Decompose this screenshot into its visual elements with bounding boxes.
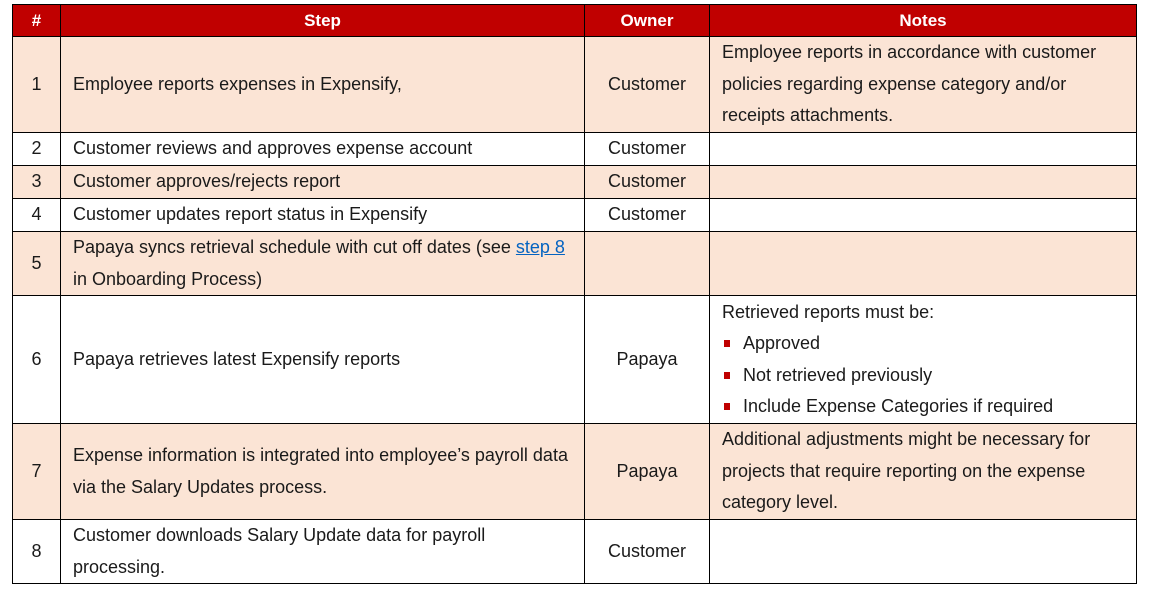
table-row (13, 424, 1137, 520)
step-description (61, 232, 585, 296)
step-number: 7 (13, 424, 61, 520)
step-number: 4 (13, 199, 61, 232)
step-number: 6 (13, 296, 61, 424)
step-owner: Customer (585, 166, 710, 199)
step-notes (710, 296, 1137, 424)
step-notes (710, 232, 1137, 296)
notes-bullet-list (722, 328, 1124, 423)
step-description: Customer downloads Salary Update data for payroll processing. (61, 520, 585, 584)
column-header-step: Step (61, 5, 585, 37)
column-header-num: # (13, 5, 61, 37)
table-header-row (13, 5, 1137, 37)
list-item: Include Expense Categories if required (722, 391, 1124, 423)
list-item: Approved (722, 328, 1124, 360)
step-notes (710, 520, 1137, 584)
step-owner: Customer (585, 520, 710, 584)
table-row (13, 133, 1137, 166)
step-owner: Papaya (585, 424, 710, 520)
step-8-link[interactable]: step 8 (515, 237, 565, 257)
list-item: Not retrieved previously (722, 360, 1124, 392)
step-number: 5 (13, 232, 61, 296)
step-description: Customer updates report status in Expensify (61, 199, 585, 232)
step-description: Customer reviews and approves expense account (61, 133, 585, 166)
table-row (13, 232, 1137, 296)
table-row (13, 37, 1137, 133)
step-notes (710, 199, 1137, 232)
step-owner: Papaya (585, 296, 710, 424)
step-owner: Customer (585, 133, 710, 166)
table-row (13, 166, 1137, 199)
column-header-owner: Owner (585, 5, 710, 37)
square-bullet-icon (724, 340, 730, 347)
step-owner: Customer (585, 37, 710, 133)
step-notes (710, 133, 1137, 166)
step-number: 2 (13, 133, 61, 166)
square-bullet-icon (724, 403, 730, 410)
step-description: Customer approves/rejects report (61, 166, 585, 199)
table-row (13, 520, 1137, 584)
square-bullet-icon (724, 372, 730, 379)
step-owner (585, 232, 710, 296)
step-number: 3 (13, 166, 61, 199)
step-text-prefix: Papaya syncs retrieval schedule with cut off dates (see (73, 237, 516, 257)
step-notes: Employee reports in accordance with customer policies regarding expense category and/or receipts attachments. (710, 37, 1137, 133)
step-notes (710, 166, 1137, 199)
step-notes: Additional adjustments might be necessary for projects that require reporting on the expense category level. (710, 424, 1137, 520)
table-row (13, 199, 1137, 232)
notes-intro: Retrieved reports must be: (722, 301, 935, 322)
step-text-suffix: in Onboarding Process) (73, 268, 263, 289)
column-header-notes: Notes (710, 5, 1137, 37)
step-number: 8 (13, 520, 61, 584)
step-number: 1 (13, 37, 61, 133)
step-description: Expense information is integrated into employee’s payroll data via the Salary Updates process. (61, 424, 585, 520)
step-owner: Customer (585, 199, 710, 232)
table-row (13, 296, 1137, 424)
step-description: Employee reports expenses in Expensify, (61, 37, 585, 133)
step-description: Papaya retrieves latest Expensify reports (61, 296, 585, 424)
process-table (12, 4, 1137, 584)
